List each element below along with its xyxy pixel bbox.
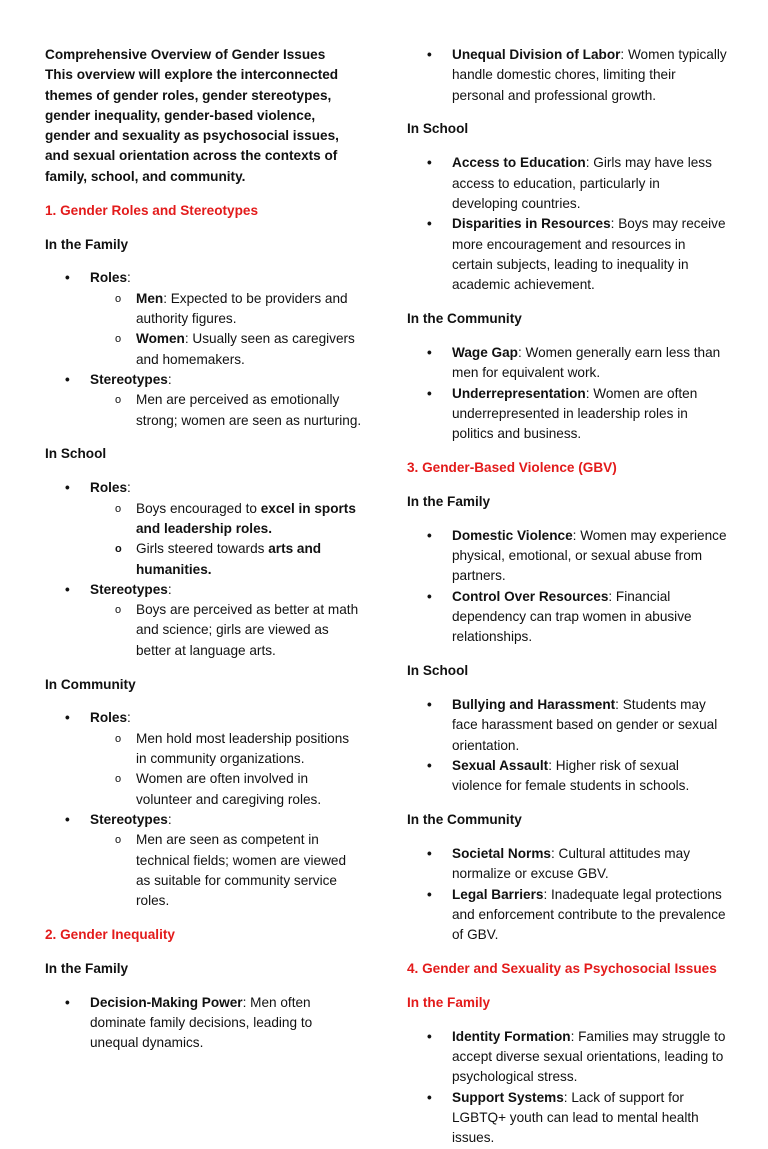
list-item: • Control Over Resources: Financial dependency can trap women in abusive relationships. <box>427 588 692 645</box>
bullet-icon: • <box>65 811 70 827</box>
circle-bullet-icon: o <box>115 543 122 556</box>
list-item: • Unequal Division of Labor: Women typically handle domestic chores, limiting their personal and professional growth. <box>427 47 727 103</box>
list-item: o Boys are perceived as better at math and science; girls are viewed as better at language arts. <box>115 602 359 658</box>
bullet-icon: • <box>65 581 70 597</box>
bullet-icon: • <box>427 344 432 360</box>
left-column <box>45 45 363 1054</box>
document-title: Comprehensive Overview of Gender Issues <box>45 47 326 62</box>
subheading-family: In the Family <box>45 960 129 976</box>
section-heading-psychosocial: 4. Gender and Sexuality as Psychosocial Issues <box>407 961 717 977</box>
list-item: • Support Systems: Lack of support for LGBTQ+ youth can lead to mental health issues. <box>427 1089 699 1146</box>
bullet-icon: • <box>427 697 432 713</box>
section-heading-gender-roles: 1. Gender Roles and Stereotypes <box>45 202 259 218</box>
bullet-icon: • <box>427 47 432 62</box>
list-item: • Domestic Violence: Women may experience physical, emotional, or sexual abuse from partners. <box>427 527 727 584</box>
right-column <box>407 45 727 1149</box>
circle-bullet-icon: o <box>115 292 122 305</box>
list-item: • Identity Formation: Families may struggle to accept diverse sexual orientations, leading to psychological stress. <box>427 1028 726 1085</box>
list-item: • Stereotypes: <box>45 370 363 390</box>
list-item: • Underrepresentation: Women are often underrepresented in leadership roles in politics and business. <box>427 385 698 442</box>
subheading-community: In the Community <box>407 311 522 327</box>
bullet-icon: • <box>65 480 70 496</box>
subheading-family-red: In the Family <box>407 995 491 1010</box>
section-heading-gender-inequality: 2. Gender Inequality <box>45 927 175 943</box>
circle-bullet-icon: o <box>115 834 122 847</box>
bullet-icon: • <box>427 527 432 543</box>
circle-bullet-icon: o <box>115 604 122 617</box>
bullet-icon: • <box>427 757 432 773</box>
subheading-school: In School <box>407 663 469 679</box>
list-item: o Men: Expected to be providers and authority figures. <box>115 290 348 327</box>
list-item: o Men hold most leadership positions in community organizations. <box>115 730 350 767</box>
list-item: • Sexual Assault: Higher risk of sexual violence for female students in schools. <box>427 757 690 794</box>
bullet-icon: • <box>427 216 432 232</box>
list-item: o Boys encouraged to excel in sports and leadership roles. <box>115 500 356 536</box>
bullet-icon: • <box>65 270 70 286</box>
list-item: • Bullying and Harassment: Students may face harassment based on gender or sexual orientation. <box>427 697 718 753</box>
subheading-community: In Community <box>45 676 136 692</box>
bullet-icon: • <box>427 886 432 902</box>
bullet-icon: • <box>427 1089 432 1105</box>
list-item: o Men are perceived as emotionally strong; women are seen as nurturing. <box>115 392 362 428</box>
list-item: o Men are seen as competent in technical fields; women are viewed as suitable for community service roles. <box>115 832 347 909</box>
subheading-school: In School <box>45 446 107 462</box>
list-item: • Roles: <box>45 708 363 728</box>
circle-bullet-icon: o <box>115 732 122 745</box>
bullet-icon: • <box>65 371 70 387</box>
subheading-family: In the Family <box>45 236 129 252</box>
bullet-icon: • <box>65 994 70 1010</box>
bullet-icon: • <box>427 588 432 604</box>
list-item: • Decision-Making Power: Men often dominate family decisions, leading to unequal dynamics. <box>65 994 313 1051</box>
intro-paragraph: This overview will explore the interconnected themes of gender roles, gender stereotypes, gender inequality, gender-based violence, gender and sexuality as psychosocial issues, and sexual orientation across the contexts of family, school, and community. <box>45 67 339 184</box>
bullet-icon: • <box>427 155 432 171</box>
circle-bullet-icon: o <box>115 333 122 346</box>
list-item: • Roles: <box>45 478 363 498</box>
list-item: o Girls steered towards arts and humanities. <box>115 541 322 577</box>
bullet-icon: • <box>427 846 432 862</box>
list-item: • Stereotypes: <box>45 580 363 600</box>
list-item: • Wage Gap: Women generally earn less than men for equivalent work. <box>427 344 721 381</box>
bullet-icon: • <box>65 710 70 726</box>
subheading-community: In the Community <box>407 812 522 828</box>
circle-bullet-icon: o <box>115 394 122 407</box>
list-item: • Societal Norms: Cultural attitudes may normalize or excuse GBV. <box>427 846 690 882</box>
list-item: • Access to Education: Girls may have less access to education, particularly in developing countries. <box>427 155 712 211</box>
list-item: • Stereotypes: <box>45 810 363 830</box>
list-item: o Women: Usually seen as caregivers and homemakers. <box>115 331 355 367</box>
subheading-school: In School <box>407 121 469 137</box>
section-heading-gbv: 3. Gender-Based Violence (GBV) <box>407 460 617 476</box>
circle-bullet-icon: o <box>115 773 122 786</box>
list-item: • Disparities in Resources: Boys may receive more encouragement and resources in certain subjects, leading to inequality in academic achievement. <box>427 216 726 293</box>
subheading-family: In the Family <box>407 493 491 509</box>
bullet-icon: • <box>427 1028 432 1044</box>
list-item: • Roles: <box>45 268 363 288</box>
circle-bullet-icon: o <box>115 502 122 515</box>
bullet-icon: • <box>427 385 432 401</box>
list-item: • Legal Barriers: Inadequate legal protections and enforcement contribute to the prevalence of GBV. <box>427 886 726 943</box>
list-item: o Women are often involved in volunteer and caregiving roles. <box>115 771 322 807</box>
